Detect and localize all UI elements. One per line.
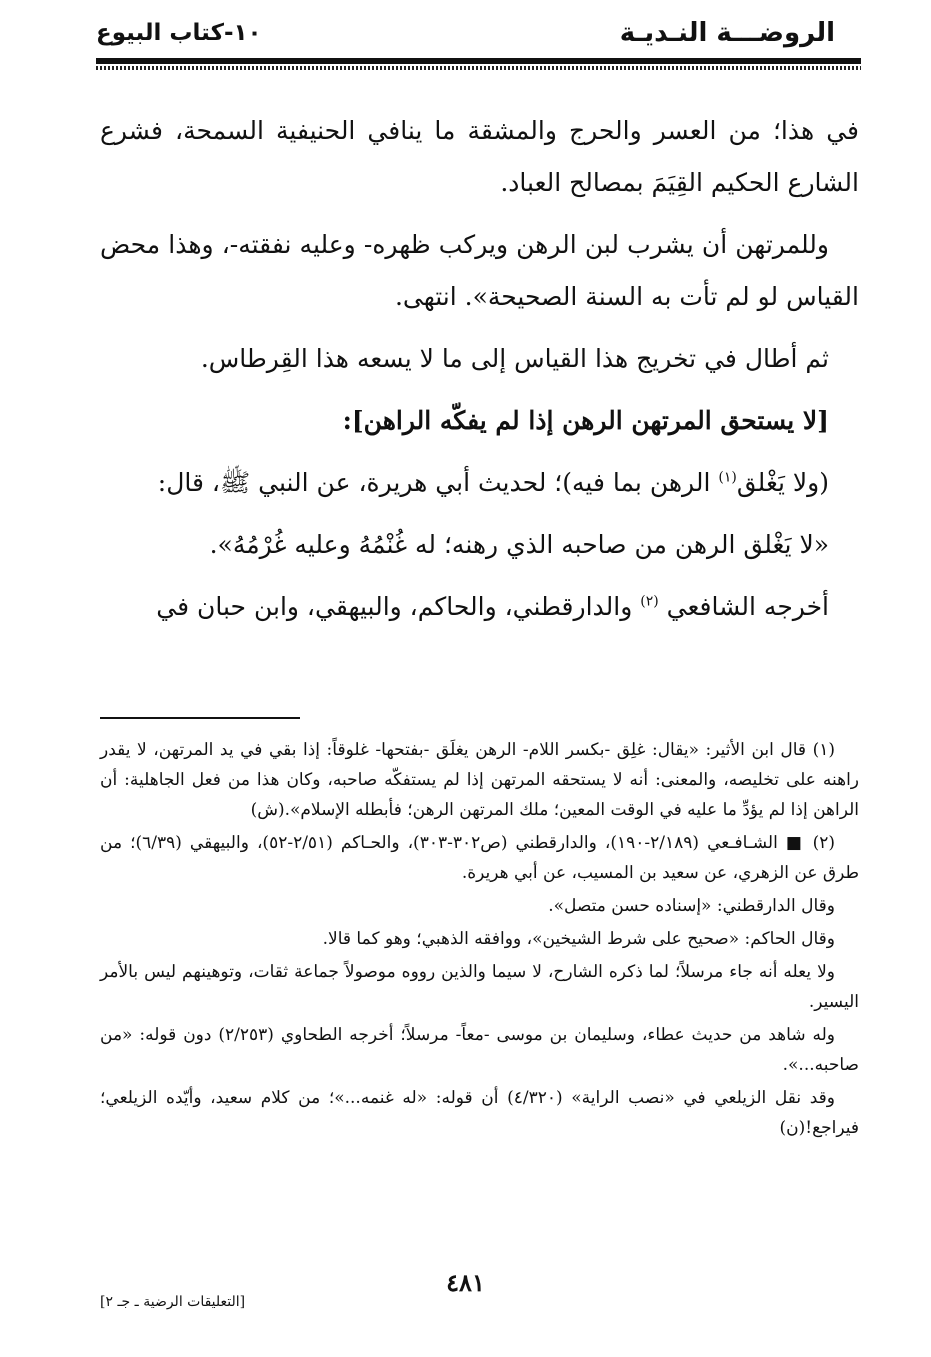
chapter-title: ١٠-كتاب البيوع: [96, 20, 262, 46]
paragraph-1: في هذا؛ من العسر والحرج والمشقة ما ينافي الحنيفية السمحة، فشرع الشارع الحكيم القِيَمَ بمصالح العباد.: [100, 116, 859, 197]
section-heading: [لا يستحق المرتهن الرهن إذا لم يفكّه الراهن]:: [342, 406, 829, 435]
footnote-2-b: وقال الدارقطني: «إسناده حسن متصل».: [548, 896, 835, 916]
paragraph-3: ثم أطال في تخريج هذا القياس إلى ما لا يسعه هذا القِرطاس.: [200, 344, 829, 373]
footnote-ref-2: (٢): [640, 593, 659, 610]
bottom-note: [التعليقات الرضية ـ جـ ٢]: [100, 1294, 246, 1310]
footnote-2-d: ولا يعله أنه جاء مرسلاً؛ لما ذكره الشارح، لا سيما والذين رووه موصولاً جماعة ثقات، وتوهينهم ليس بالأمر اليسير.: [100, 962, 859, 1012]
running-header: [96, 18, 835, 58]
paragraph-6-text-b: والدارقطني، والحاكم، والبيهقي، وابن حبان في: [156, 592, 641, 621]
footnotes: [100, 735, 859, 1146]
paragraph-6-text-a: أخرجه الشافعي: [666, 592, 829, 621]
footnote-2: (٢) ■ الشـافـعي (٢/١٨٩-١٩٠)، والدارقطني (ص٣٠٢-٣٠٣)، والحـاكم (٢/٥١-٥٢)، والبيهقي (٦/٣٩)؛ من طرق عن الزهري، عن سعيد بن المسيب، عن أبي هريرة.: [100, 833, 859, 883]
main-text: [100, 105, 859, 643]
footnote-ref-1: (١): [718, 469, 737, 486]
paragraph-4-text-b: الرهن بما فيه)؛ لحديث أبي هريرة، عن النبي ﷺ، قال:: [157, 468, 719, 497]
paragraph-4-text-a: (ولا يَغْلق: [736, 468, 829, 497]
footnote-2-f: وقد نقل الزيلعي في «نصب الراية» (٤/٣٢٠) أن قوله: «له غنمه...»؛ من كلام سعيد، وأيّده الزيلعي؛ فيراجع!(ن): [100, 1088, 859, 1138]
footnote-2-c: وقال الحاكم: «صحيح على شرط الشيخين»، ووافقه الذهبي؛ وهو كما قالا.: [322, 929, 835, 949]
page-number: ٤٨١: [446, 1268, 485, 1297]
header-rule-dotted: [96, 66, 861, 70]
footnote-2-e: وله شاهد من حديث عطاء، وسليمان بن موسى -معاً- مرسلاً؛ أخرجه الطحاوي (٢/٢٥٣) دون قوله: «من صاحبه...».: [100, 1025, 859, 1075]
book-title: الروضـــة النـديـة: [619, 18, 835, 48]
paragraph-4: [100, 457, 859, 509]
hadith-quote: «لا يَغْلق الرهن من صاحبه الذي رهنه؛ له غُنْمُهُ وعليه غُرْمُهُ».: [209, 530, 829, 559]
paragraph-6: [100, 581, 859, 633]
footnote-divider: [100, 717, 300, 719]
footnote-1: (١) قال ابن الأثير: «يقال: غلِق -بكسر اللام- الرهن يغلَق -بفتحها- غلوقاً: إذا بقي في يد المرتهن، لا يقدر راهنه على تخليصه، والمعنى: أنه لا يستحقه المرتهن إذا لم يستفكّه صاحبه، وكان هذا من فعل الجاهلية: أن الراهن إذا لم يؤدِّ ما عليه في الوقت المعين؛ ملك المرتهن الرهن؛ فأبطله الإسلام».(ش): [100, 740, 859, 820]
header-rule: [96, 58, 861, 64]
paragraph-2: وللمرتهن أن يشرب لبن الرهن ويركب ظهره- وعليه نفقته-، وهذا محض القياس لو لم تأت به السنة الصحيحة». انتهى.: [100, 230, 859, 311]
